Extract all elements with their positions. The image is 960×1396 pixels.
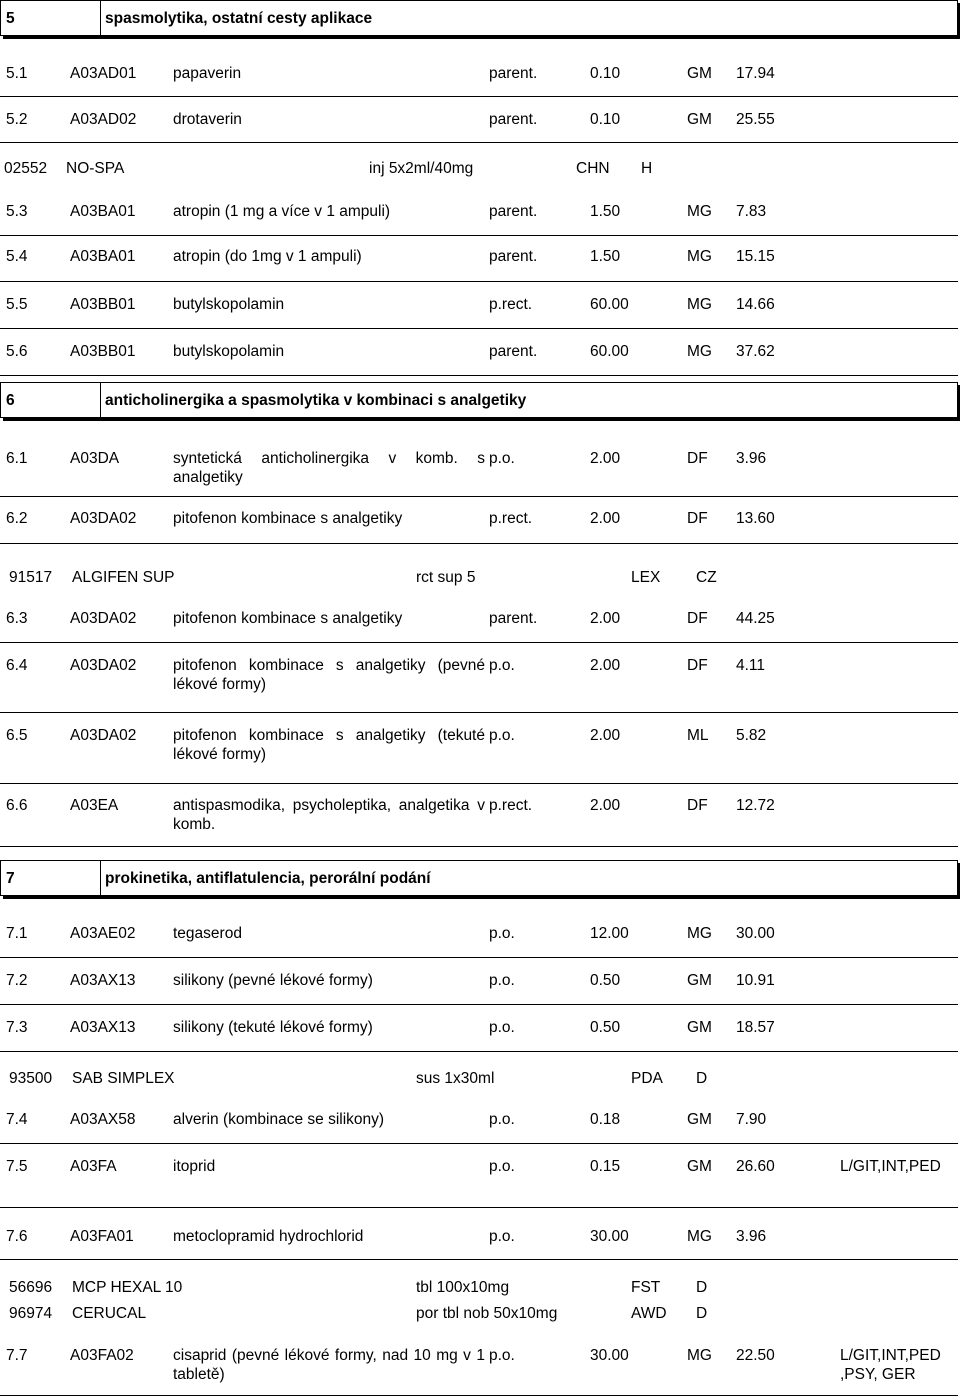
ddd-value: 2.00 [590,797,621,814]
route: parent. [489,111,538,128]
price: 3.96 [736,450,767,467]
product-form: tbl 100x10mg [416,1279,510,1296]
row-divider [0,281,958,282]
atc-code: A03DA02 [70,657,137,674]
ddd-value: 0.18 [590,1111,621,1128]
row-divider [0,1259,958,1260]
product-form: inj 5x2ml/40mg [369,160,474,177]
route: p.rect. [489,510,533,527]
country-code: D [696,1070,708,1087]
drug-id: 5.4 [6,248,28,265]
ddd-value: 2.00 [590,657,621,674]
ddd-value: 0.10 [590,65,621,82]
ddd-value: 2.00 [590,450,621,467]
country-code: CZ [696,569,717,586]
section-header-6 [0,382,958,418]
drug-name: butylskopolamin [173,343,285,360]
price: 4.11 [736,657,766,674]
atc-code: A03AX58 [70,1111,136,1128]
drug-name: atropin (1 mg a více v 1 ampuli) [173,203,391,220]
drug-name: metoclopramid hydrochlorid [173,1228,364,1245]
route: p.o. [489,925,515,942]
country-code: D [696,1279,708,1296]
section-title: spasmolytika, ostatní cesty aplikace [105,10,373,27]
drug-name: syntetická anticholinergika v komb. s analgetiky [173,450,485,486]
route: p.o. [489,1347,515,1364]
route: parent. [489,248,538,265]
section-header-5 [0,0,958,36]
ddd-unit: MG [687,1347,712,1364]
ddd-value: 1.50 [590,203,621,220]
drug-id: 6.2 [6,510,28,527]
drug-id: 7.3 [6,1019,28,1036]
drug-id: 7.5 [6,1158,28,1175]
ddd-value: 30.00 [590,1347,629,1364]
drug-id: 5.1 [6,65,28,82]
ddd-unit: GM [687,972,712,989]
row-divider [0,1207,958,1208]
product-form: sus 1x30ml [416,1070,495,1087]
atc-code: A03BA01 [70,203,136,220]
drug-name: butylskopolamin [173,296,285,313]
price: 7.83 [736,203,767,220]
drug-id: 5.5 [6,296,28,313]
product-name: MCP HEXAL 10 [72,1279,183,1296]
row-divider [0,1051,958,1052]
section-title: prokinetika, antiflatulencia, perorální podání [105,870,431,887]
ddd-value: 12.00 [590,925,629,942]
route: p.rect. [489,296,533,313]
ddd-unit: DF [687,450,708,467]
section-divider [100,861,101,895]
section-title: anticholinergika a spasmolytika v kombinaci s analgetiky [105,392,527,409]
ddd-unit: ML [687,727,709,744]
product-code: 96974 [9,1305,53,1322]
product-name: NO-SPA [66,160,125,177]
drug-id: 6.5 [6,727,28,744]
drug-id: 5.2 [6,111,28,128]
drug-id: 7.1 [6,925,28,942]
ddd-unit: GM [687,1111,712,1128]
route: p.o. [489,972,515,989]
drug-name: antispasmodika, psycholeptika, analgetika v komb. [173,797,485,833]
ddd-value: 2.00 [590,727,621,744]
row-divider [0,96,958,97]
product-name: SAB SIMPLEX [72,1070,175,1087]
drug-name: alverin (kombinace se silikony) [173,1111,385,1128]
drug-name: pitofenon kombinace s analgetiky (tekuté lékové formy) [173,727,485,763]
route: p.o. [489,1019,515,1036]
ddd-value: 60.00 [590,296,629,313]
route: p.o. [489,450,515,467]
drug-name: drotaverin [173,111,242,128]
ddd-value: 1.50 [590,248,621,265]
price: 17.94 [736,65,775,82]
ddd-unit: MG [687,925,712,942]
ddd-value: 2.00 [590,510,621,527]
price: 15.15 [736,248,775,265]
price: 25.55 [736,111,775,128]
atc-code: A03AE02 [70,925,136,942]
drug-id: 7.6 [6,1228,28,1245]
row-divider [0,235,958,236]
atc-code: A03AD01 [70,65,137,82]
drug-id: 6.1 [6,450,28,467]
drug-name: papaverin [173,65,242,82]
ddd-unit: DF [687,657,708,674]
atc-code: A03AX13 [70,1019,136,1036]
ddd-unit: GM [687,1019,712,1036]
product-code: 93500 [9,1070,53,1087]
price: 14.66 [736,296,775,313]
holder-code: CHN [576,160,610,177]
row-divider [0,328,958,329]
route: p.o. [489,1158,515,1175]
section-number: 5 [6,10,15,27]
price: 3.96 [736,1228,767,1245]
price: 5.82 [736,727,767,744]
row-divider [0,543,958,544]
drug-name: pitofenon kombinace s analgetiky (pevné lékové formy) [173,657,485,693]
atc-code: A03FA01 [70,1228,134,1245]
product-form: rct sup 5 [416,569,476,586]
row-divider [0,496,958,497]
ddd-value: 0.15 [590,1158,621,1175]
drug-id: 7.7 [6,1347,28,1364]
section-header-7 [0,860,958,896]
restriction-note: L/GIT,INT,PED ,PSY, GER [840,1347,941,1383]
product-form: por tbl nob 50x10mg [416,1305,558,1322]
product-code: 91517 [9,569,53,586]
drug-name: pitofenon kombinace s analgetiky [173,510,403,527]
row-divider [0,1143,958,1144]
section-number: 7 [6,870,15,887]
row-divider [0,375,958,376]
drug-id: 6.4 [6,657,28,674]
atc-code: A03EA [70,797,119,814]
route: parent. [489,343,538,360]
ddd-value: 0.50 [590,1019,621,1036]
country-code: H [641,160,653,177]
drug-id: 6.3 [6,610,28,627]
row-divider [0,642,958,643]
price: 18.57 [736,1019,775,1036]
product-name: ALGIFEN SUP [72,569,175,586]
atc-code: A03FA02 [70,1347,134,1364]
row-divider [0,712,958,713]
atc-code: A03BB01 [70,296,136,313]
atc-code: A03DA02 [70,727,137,744]
row-divider [0,783,958,784]
price: 37.62 [736,343,775,360]
route: p.rect. [489,797,533,814]
drug-id: 5.3 [6,203,28,220]
price: 13.60 [736,510,775,527]
row-divider [0,957,958,958]
row-divider [0,142,958,143]
route: p.o. [489,1228,515,1245]
section-number: 6 [6,392,15,409]
route: p.o. [489,727,515,744]
atc-code: A03DA02 [70,610,137,627]
product-name: CERUCAL [72,1305,147,1322]
product-code: 56696 [9,1279,53,1296]
ddd-unit: GM [687,1158,712,1175]
route: parent. [489,203,538,220]
price: 30.00 [736,925,775,942]
drug-id: 5.6 [6,343,28,360]
route: p.o. [489,1111,515,1128]
drug-id: 7.2 [6,972,28,989]
price: 12.72 [736,797,775,814]
atc-code: A03DA02 [70,510,137,527]
drug-name: pitofenon kombinace s analgetiky [173,610,403,627]
restriction-note: L/GIT,INT,PED [840,1158,941,1175]
route: p.o. [489,657,515,674]
country-code: D [696,1305,708,1322]
atc-code: A03AX13 [70,972,136,989]
drug-id: 7.4 [6,1111,28,1128]
ddd-unit: MG [687,248,712,265]
section-divider [100,383,101,417]
route: parent. [489,65,538,82]
ddd-value: 60.00 [590,343,629,360]
drug-name: tegaserod [173,925,242,942]
atc-code: A03BA01 [70,248,136,265]
drug-name: silikony (pevné lékové formy) [173,972,373,989]
drug-name: cisaprid (pevné lékové formy, nad 10 mg v 1 tabletě) [173,1347,485,1383]
ddd-unit: GM [687,65,712,82]
ddd-unit: MG [687,203,712,220]
ddd-value: 0.10 [590,111,621,128]
ddd-unit: DF [687,510,708,527]
price: 10.91 [736,972,775,989]
drug-name: silikony (tekuté lékové formy) [173,1019,373,1036]
ddd-value: 30.00 [590,1228,629,1245]
row-divider [0,1004,958,1005]
ddd-value: 2.00 [590,610,621,627]
section-divider [100,1,101,35]
holder-code: LEX [631,569,661,586]
ddd-unit: GM [687,111,712,128]
atc-code: A03AD02 [70,111,137,128]
price: 26.60 [736,1158,775,1175]
ddd-unit: MG [687,296,712,313]
price: 44.25 [736,610,775,627]
price: 7.90 [736,1111,767,1128]
drug-id: 6.6 [6,797,28,814]
ddd-unit: MG [687,343,712,360]
price: 22.50 [736,1347,775,1364]
ddd-value: 0.50 [590,972,621,989]
ddd-unit: MG [687,1228,712,1245]
drug-name: atropin (do 1mg v 1 ampuli) [173,248,362,265]
holder-code: PDA [631,1070,663,1087]
atc-code: A03FA [70,1158,117,1175]
atc-code: A03BB01 [70,343,136,360]
drug-name: itoprid [173,1158,216,1175]
product-code: 02552 [4,160,48,177]
ddd-unit: DF [687,610,708,627]
holder-code: AWD [631,1305,667,1322]
route: parent. [489,610,538,627]
holder-code: FST [631,1279,661,1296]
row-divider [0,846,958,847]
ddd-unit: DF [687,797,708,814]
atc-code: A03DA [70,450,120,467]
